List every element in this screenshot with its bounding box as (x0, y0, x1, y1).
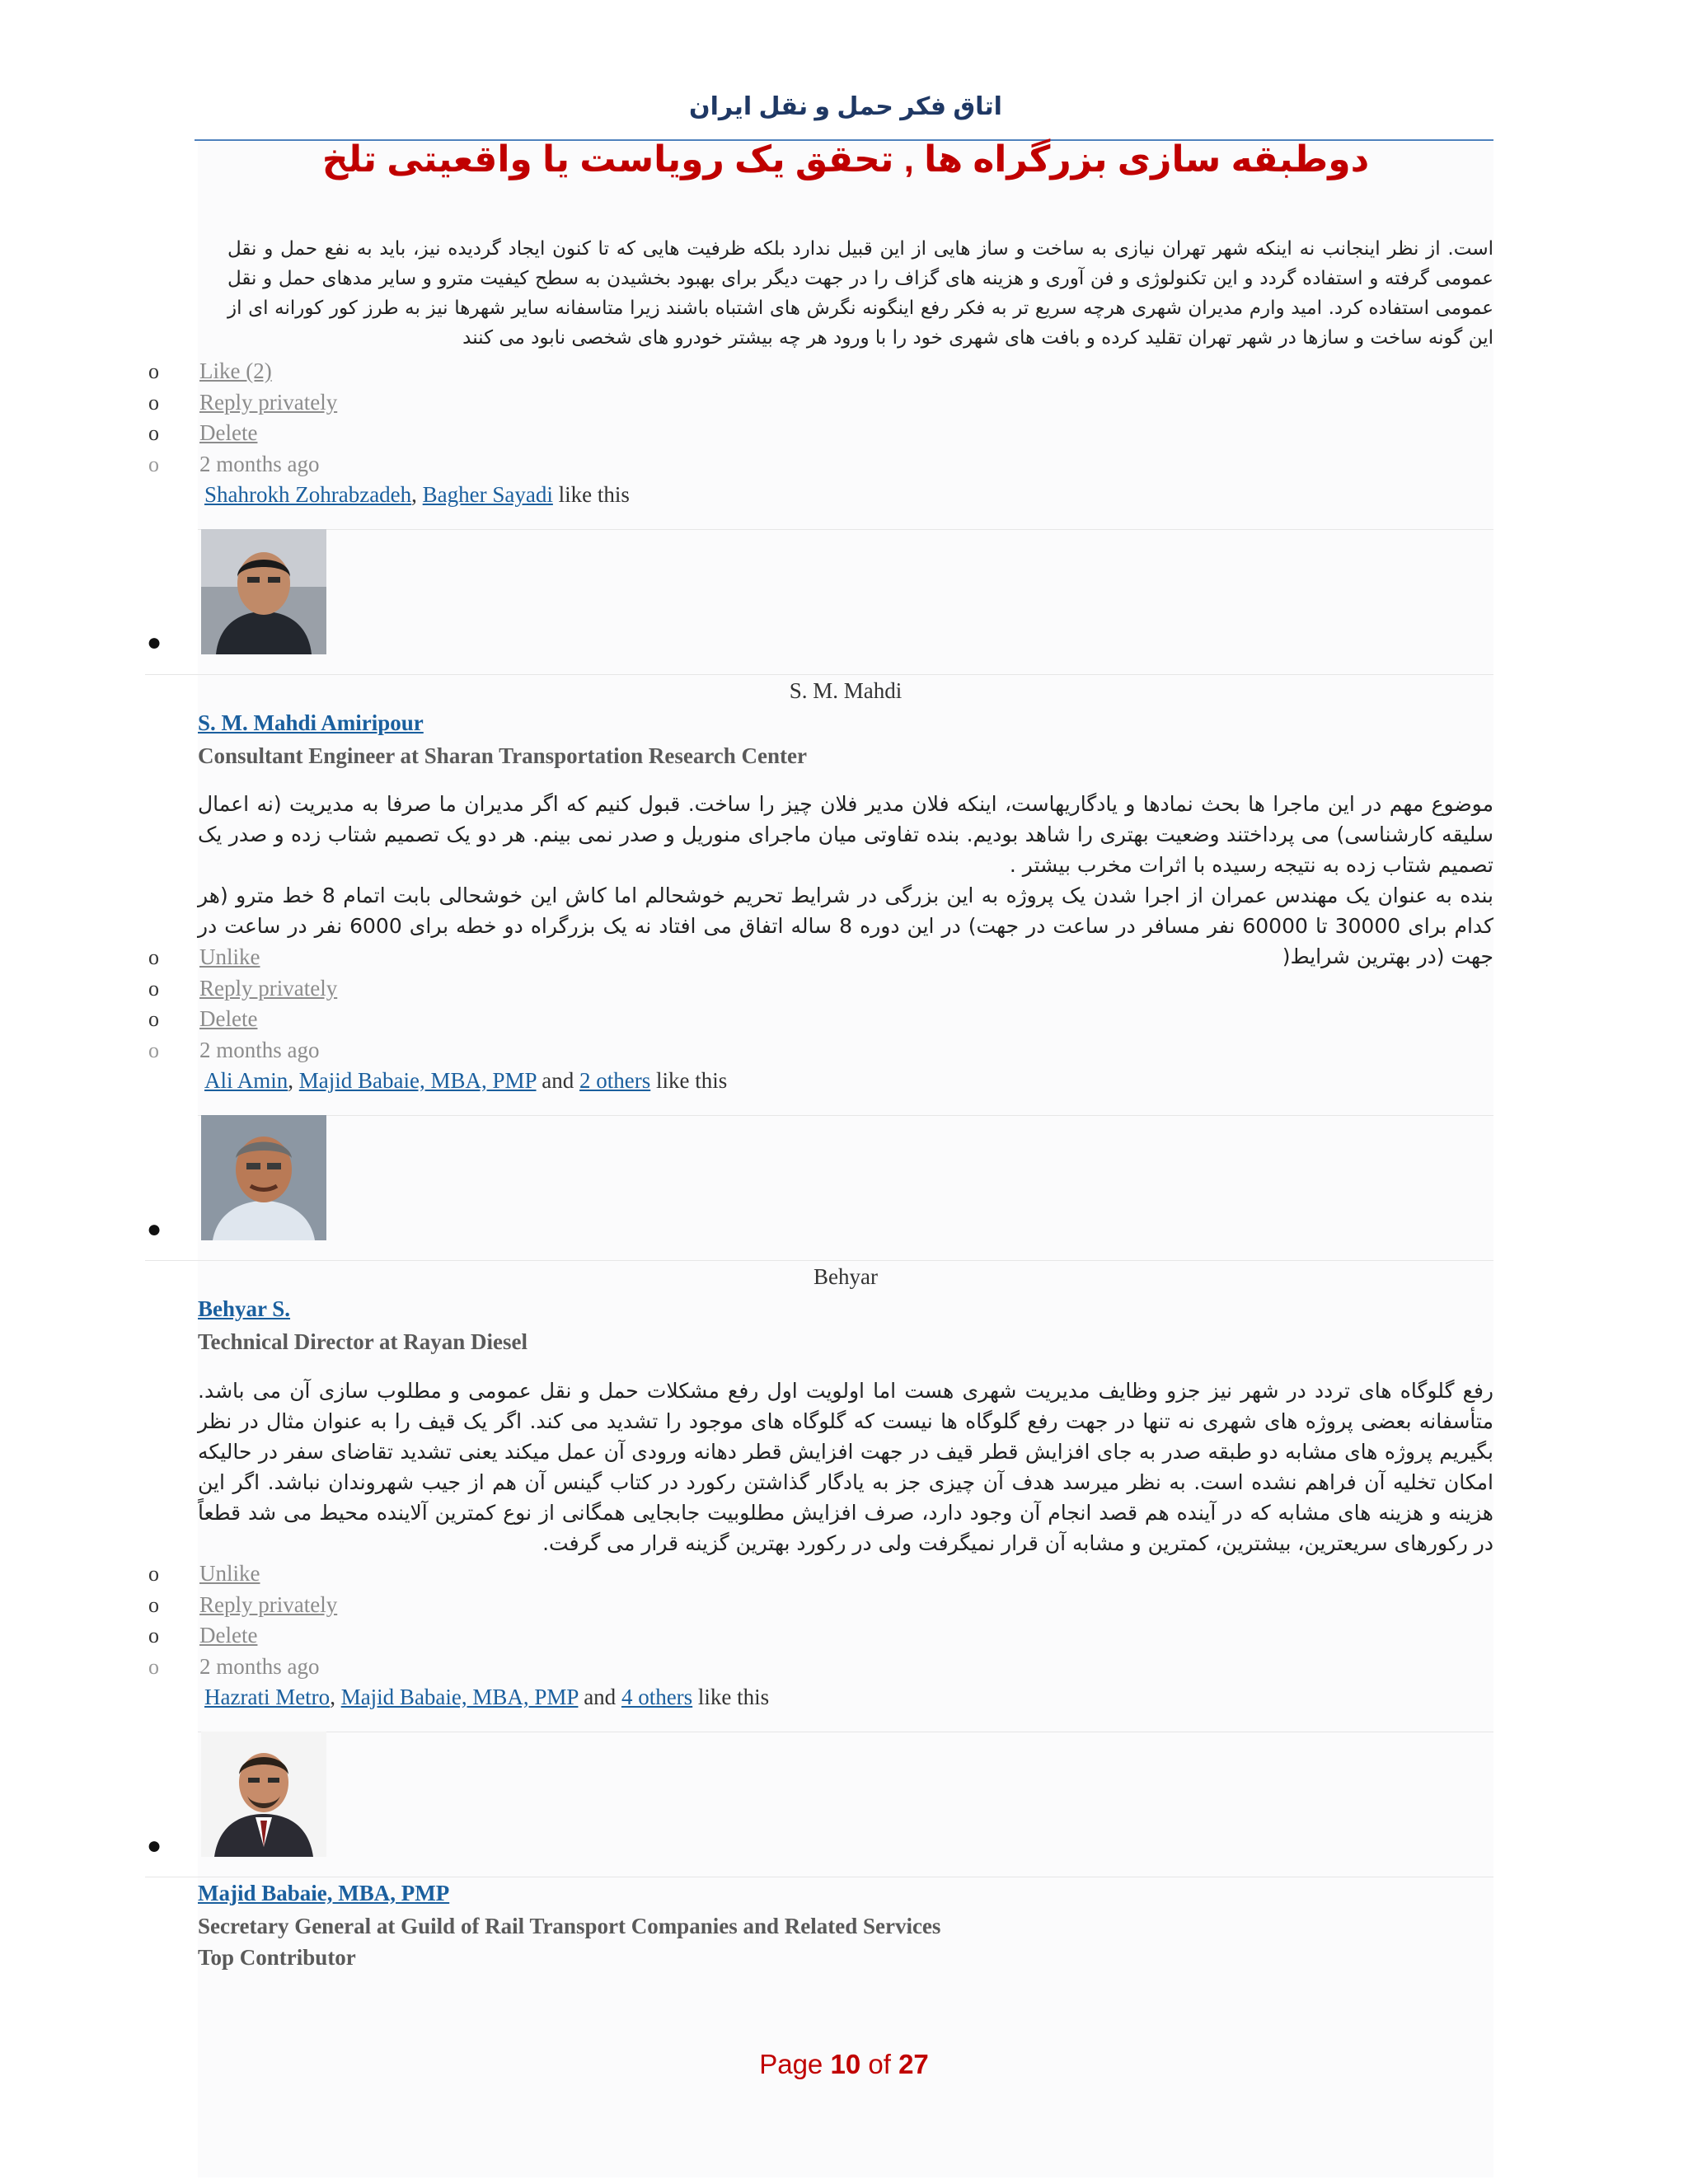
avatar-photo-icon (201, 529, 326, 654)
avatar[interactable] (201, 1732, 326, 1857)
reply-privately-link[interactable]: Reply privately (199, 975, 338, 1001)
unlike-link[interactable]: Unlike (199, 944, 260, 969)
likes-and: and (584, 1685, 617, 1709)
others-link[interactable]: 2 others (579, 1068, 651, 1093)
intro-text: است. از نظر اینجانب نه اینکه شهر تهران نیازی به ساخت و ساز هایی از این قبیل ندارد بلکه ظرفیت هایی که تا کنون ایجاد گردیده نیز، باید به نفع حمل و نقل عمومی گرفته و استفاده گردد و این تکنولوژی و فن آوری و هزینه های گزاف را در جهت دیگر برای بهبود بخشیدن به سطح کیفیت مترو و سایر مدهای حمل و نقل عمومی استفاده کرد. امید وارم مدیران شهری هرچه سریع تر به فکر رفع اینگونه نگرش های اشتباه باشند زیرا متاسفانه سایر شهرها نیز به طرز کور کورانه ای از این گونه ساخت و سازها در شهر تهران تقلید کرده و بافت های شهری خود را با ورود هر چه بیشتر خودرو های شخصی نابود می کنند (227, 238, 1493, 349)
action-delete: o Delete (148, 1623, 258, 1647)
timestamp: 2 months ago (199, 1037, 320, 1062)
total-pages: 27 (898, 2049, 929, 2079)
page-shade (198, 142, 1493, 2177)
delete-link[interactable]: Delete (199, 1623, 258, 1647)
action-like: o Unlike (148, 944, 260, 969)
author-headline: Consultant Engineer at Sharan Transportation Research Center (198, 743, 808, 768)
comment-paragraph: بنده به عنوان یک مهندس عمران از اجرا شدن یک پروژه به این بزرگی در شرایط تحریم خوشحالم اما کاش این خوشحالی بابت اتمام 8 خط مترو (هر کدام برای 30000 تا 60000 نفر مسافر در ساعت در جهت) در این دوره 8 ساله اتفاق می افتاد نه یک بزرگراه دو خطه برای 6000 نفر در ساعت در جهت (در بهترین شرایط( (198, 883, 1494, 968)
author-name-link[interactable]: Behyar S. (198, 1296, 291, 1321)
timestamp: 2 months ago (199, 1653, 320, 1679)
likes-and: and (542, 1068, 574, 1093)
page-number: 10 (830, 2049, 861, 2079)
intro-action-list (148, 356, 337, 480)
avatar[interactable] (201, 529, 326, 654)
author-headline: Technical Director at Rayan Diesel (198, 1329, 528, 1354)
action-like: o Unlike (148, 1561, 260, 1586)
header-title: اتاق فکر حمل و نقل ایران (689, 93, 1002, 120)
reply-privately-link[interactable]: Reply privately (199, 1591, 338, 1617)
others-link[interactable]: 4 others (621, 1685, 693, 1709)
separator (145, 1260, 1493, 1261)
separator (145, 674, 1493, 675)
comment-paragraph: رفع گلوگاه های تردد در شهر نیز جزو وظایف مدیریت شهری هست اما اولویت اول رفع مشکلات حمل و نقل عمومی و مطلوب سازی آن می باشد. متأسفانه بعضی پروژه های شهری نه تنها در جهت رفع گلوگاه ها نیست که گلوگاه های موجود را تشدید می کند. اگر یک قیف را به عنوان مثال در نظر بگیریم پروژه های مشابه دو طبقه صدر به جای افزایش قطر قیف در جهت افزایش قطر دهانه ورودی آن عمل میکند یعنی تشدید تقاضای سفر در حالیکه امکان تخلیه آن فراهم نشده است. به نظر میرسد هدف آن چیزی جز به یادگار گذاشتن رکورد در کتاب گینس آن هم از جیب شهروندان نباشد. اگر این هزینه و هزینه های مشابه که در آینده هم قصد انجام آن وجود دارد، صرف افزایش مطلوبیت جابجایی همگانی از نوع کمترین آلاینده محیط می شد قطعاً در رکورهای سریعترین، بیشترین، کمترین و مشابه آن قرار نمیگرفت ولی در رکورد بهترین گزینه قرار می گرفت. (198, 1379, 1493, 1555)
delete-link[interactable]: Delete (199, 1006, 258, 1031)
author-name-link[interactable]: Majid Babaie, MBA, PMP (198, 1881, 450, 1905)
action-reply: o Reply privately (148, 389, 338, 415)
liker-link[interactable]: Majid Babaie, MBA, PMP (298, 1068, 537, 1093)
comment-action-list (148, 1558, 337, 1682)
list-bullet: ● (147, 1832, 162, 1859)
avatar-caption: S. M. Mahdi (789, 678, 903, 703)
avatar-caption: Behyar (814, 1264, 878, 1289)
likes-suffix: like this (656, 1068, 728, 1093)
action-delete: o Delete (148, 420, 258, 445)
page-label: Page (759, 2049, 823, 2079)
liker-link[interactable]: Hazrati Metro (204, 1685, 331, 1709)
comment-body (198, 789, 1493, 972)
comment-action-list (148, 942, 337, 1066)
action-time: o 2 months ago (148, 1653, 320, 1679)
likes-line: Shahrokh Zohrabzadeh, Bagher Sayadi like this (204, 482, 630, 507)
avatar-photo-icon (201, 1115, 326, 1240)
action-time: o 2 months ago (148, 451, 320, 476)
document-title: دوطبقه سازی بزرگراه ها , تحقق یک رویاست یا واقعیتی تلخ (321, 139, 1370, 180)
list-bullet: ● (147, 629, 162, 656)
action-delete: o Delete (148, 1006, 258, 1031)
likes-line: Ali Amin, Majid Babaie, MBA, PMP and 2 others like this (204, 1068, 728, 1093)
top-contributor-badge: Top Contributor (198, 1945, 356, 1970)
separator (198, 529, 1493, 530)
action-time: o 2 months ago (148, 1037, 320, 1062)
likes-suffix: like this (697, 1685, 770, 1709)
author-headline: Secretary General at Guild of Rail Transport Companies and Related Services (198, 1914, 941, 1938)
action-reply: o Reply privately (148, 1591, 338, 1617)
action-reply: o Reply privately (148, 975, 338, 1001)
liker-link[interactable]: Shahrokh Zohrabzadeh (204, 482, 412, 507)
comment-body (198, 1376, 1493, 1558)
of-label: of (868, 2049, 891, 2079)
timestamp: 2 months ago (199, 451, 320, 476)
like-link[interactable]: Like (2) (199, 359, 272, 383)
reply-privately-link[interactable]: Reply privately (199, 389, 338, 415)
comment-paragraph: موضوع مهم در این ماجرا ها بحث نمادها و یادگاریهاست، اینکه فلان مدیر فلان چیز را ساخت. قبول کنیم که اگر مدیران ما صرفا به مدیریت (نه اعمال سلیقه کارشناسی) می پرداختند وضعیت بهتری را شاهد بودیم. بنده تفاوتی میان ماجرای منوریل و صدر نمی بینم. هر دو یک تصمیم شتاب زده و صدر یک تصمیم شتاب زده به نتیجه رسیده با اثرات مخرب بیشتر . (198, 792, 1493, 877)
separator (198, 1115, 1493, 1116)
page-footer (0, 2049, 1688, 2080)
liker-link[interactable]: Majid Babaie, MBA, PMP (340, 1685, 579, 1709)
avatar-photo-icon (201, 1732, 326, 1857)
likes-line: Hazrati Metro, Majid Babaie, MBA, PMP and 4 others like this (204, 1685, 770, 1709)
unlike-link[interactable]: Unlike (199, 1561, 260, 1586)
liker-link[interactable]: Ali Amin (204, 1068, 288, 1093)
avatar[interactable] (201, 1115, 326, 1240)
action-like: o Like (2) (148, 359, 272, 383)
likes-suffix: like this (558, 482, 630, 507)
author-name-link[interactable]: S. M. Mahdi Amiripour (198, 710, 424, 735)
list-bullet: ● (147, 1216, 162, 1243)
liker-link[interactable]: Bagher Sayadi (422, 482, 553, 507)
delete-link[interactable]: Delete (199, 420, 258, 445)
